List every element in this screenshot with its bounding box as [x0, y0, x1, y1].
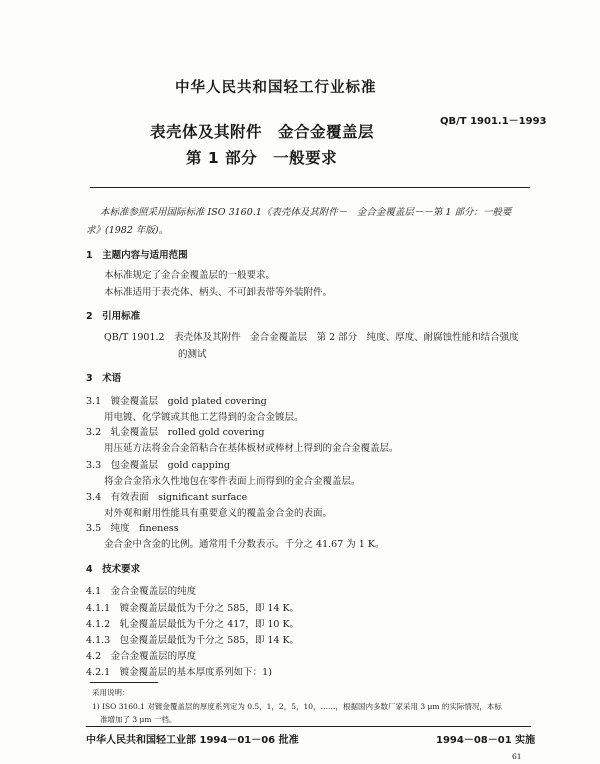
term-3-1: 3.1 镀金覆盖层 gold plated covering	[86, 396, 267, 407]
reference-line-1: QB/T 1901.2 表壳体及其附件 金合金覆盖层 第 2 部分 纯度、厚度、耐腐蚀性能和结合强度	[104, 332, 519, 343]
clause-4-2-1: 4.2.1 镀金覆盖层的基本厚度系列如下：1)	[86, 667, 272, 678]
term-3-2: 3.2 轧金覆盖层 rolled gold covering	[86, 427, 265, 438]
industry-standard-heading: 中华人民共和国轻工行业标准	[175, 80, 377, 96]
term-3-4-definition: 对外观和耐用性能具有重要意义的覆盖金合金的表面。	[104, 508, 333, 519]
title-line-2: 第 1 部分 一般要求	[186, 149, 338, 167]
term-3-3: 3.3 包金覆盖层 gold capping	[86, 460, 230, 471]
header-divider	[90, 187, 530, 188]
footer-divider	[86, 726, 531, 727]
clause-4-1-3: 4.1.3 包金覆盖层最低为千分之 585，即 14 K。	[86, 635, 300, 646]
clause-4-1: 4.1 金合金覆盖层的纯度	[86, 586, 197, 597]
section-1-para-2: 本标准适用于表壳体、柄头、不可卸表带等外装附件。	[104, 287, 333, 298]
section-2-heading: 2 引用标准	[86, 311, 141, 322]
approval-line: 中华人民共和国轻工业部 1994－01－06 批准	[86, 735, 299, 746]
term-3-5: 3.5 纯度 fineness	[86, 523, 179, 534]
term-3-2-definition: 用压延方法将金合金箔粘合在基体板材或棒材上得到的金合金覆盖层。	[104, 443, 399, 454]
footnote-line-2: 准增加了 3 μm 一档。	[100, 715, 177, 724]
footnote-label: 采用说明：	[92, 688, 130, 697]
footnote-divider	[90, 682, 158, 683]
document-code: QB/T 1901.1－1993	[440, 116, 547, 127]
clause-4-1-2: 4.1.2 轧金覆盖层最低为千分之 417，即 10 K。	[86, 619, 300, 630]
intro-line-1: 本标准参照采用国际标准 ISO 3160.1《表壳体及其附件－ 金合金覆盖层－－第 1 部分：一般要	[100, 207, 512, 218]
section-1-heading: 1 主题内容与适用范围	[86, 250, 188, 261]
intro-line-2: 求》(1982 年版)。	[86, 225, 169, 236]
reference-line-2: 的测试	[178, 349, 207, 360]
term-3-1-definition: 用电镀、化学镀或其他工艺得到的金合金镀层。	[104, 412, 304, 423]
term-3-4: 3.4 有效表面 significant surface	[86, 492, 248, 503]
section-1-para-1: 本标准规定了金合金覆盖层的一般要求。	[104, 270, 276, 281]
implementation-date: 1994－08－01 实施	[436, 735, 536, 746]
clause-4-2: 4.2 金合金覆盖层的厚度	[86, 651, 197, 662]
footnote-line-1: 1) ISO 3160.1 对镀金覆盖层的厚度系列定为 0.5，1，2，5，10，……，根据国内多数厂家采用 3 μm 的实际情况，本标	[92, 702, 502, 711]
title-line-1: 表壳体及其附件 金合金覆盖层	[150, 123, 375, 141]
term-3-3-definition: 将金合金箔永久性地包在零件表面上而得到的金合金覆盖层。	[104, 476, 361, 487]
term-3-5-definition: 金合金中含金的比例。通常用千分数表示。千分之 41.67 为 1 K。	[104, 539, 385, 550]
section-4-heading: 4 技术要求	[86, 564, 141, 575]
page-number: 61	[512, 752, 522, 761]
section-3-heading: 3 术语	[86, 373, 122, 384]
clause-4-1-1: 4.1.1 镀金覆盖层最低为千分之 585，即 14 K。	[86, 603, 300, 614]
